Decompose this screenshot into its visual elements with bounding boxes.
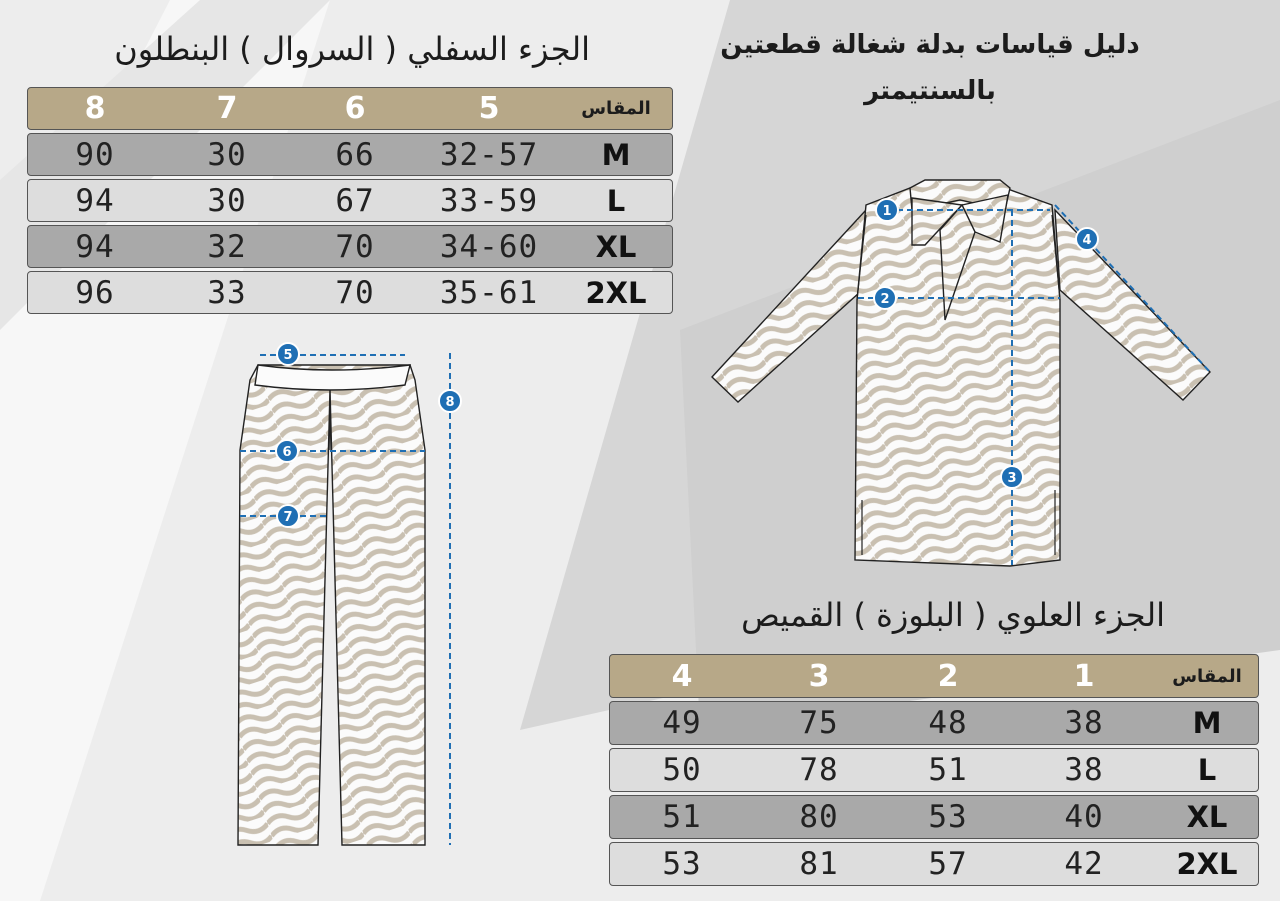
column-header: 4 xyxy=(671,658,693,694)
value-cell: 94 xyxy=(75,228,115,265)
value-cell: 80 xyxy=(799,799,839,835)
marker-5-label: 5 xyxy=(283,348,293,363)
value-cell: 51 xyxy=(928,752,968,788)
value-cell: 90 xyxy=(75,136,115,173)
value-cell: 30 xyxy=(207,136,247,173)
value-cell: 57 xyxy=(928,846,968,882)
marker-2 xyxy=(874,287,896,309)
value-cell: 32 xyxy=(207,228,247,265)
value-cell: 32-57 xyxy=(439,136,539,173)
size-cell: L xyxy=(1197,753,1217,787)
column-header: 8 xyxy=(84,91,106,126)
size-cell: 2XL xyxy=(585,275,647,310)
value-cell: 96 xyxy=(75,274,115,311)
size-label-header: المقاس xyxy=(581,98,651,119)
value-cell: 75 xyxy=(799,705,839,741)
size-cell: 2XL xyxy=(1176,847,1238,881)
column-header: 1 xyxy=(1073,658,1095,694)
value-cell: 70 xyxy=(335,274,375,311)
column-header: 7 xyxy=(216,91,238,126)
bottom-section-title: الجزء السفلي ( السروال ) البنطلون xyxy=(114,30,590,68)
marker-4-label: 4 xyxy=(1082,233,1092,248)
value-cell: 35-61 xyxy=(439,274,539,311)
value-cell: 70 xyxy=(335,228,375,265)
value-cell: 42 xyxy=(1064,846,1104,882)
marker-4 xyxy=(1076,228,1098,250)
value-cell: 66 xyxy=(335,136,375,173)
value-cell: 30 xyxy=(207,182,247,219)
value-cell: 49 xyxy=(662,705,702,741)
column-header: 3 xyxy=(808,658,830,694)
marker-3 xyxy=(1001,466,1023,488)
marker-3-label: 3 xyxy=(1007,471,1017,486)
value-cell: 53 xyxy=(928,799,968,835)
marker-2-label: 2 xyxy=(880,292,890,307)
size-label-header: المقاس xyxy=(1172,665,1242,687)
marker-8-label: 8 xyxy=(445,395,455,410)
marker-1 xyxy=(876,199,898,221)
value-cell: 34-60 xyxy=(439,228,539,265)
value-cell: 51 xyxy=(662,799,702,835)
guide-title-line1: دليل قياسات بدلة شغالة قطعتين xyxy=(720,30,1140,60)
column-header: 6 xyxy=(344,91,366,126)
guide-title-line2: بالسنتيمتر xyxy=(864,76,996,106)
size-cell: M xyxy=(1192,706,1222,740)
marker-5 xyxy=(277,343,299,365)
top-section-title: الجزء العلوي ( البلوزة ) القميص xyxy=(741,596,1165,634)
size-cell: M xyxy=(601,137,631,172)
value-cell: 38 xyxy=(1064,705,1104,741)
marker-1-label: 1 xyxy=(882,204,892,219)
size-cell: L xyxy=(606,183,626,218)
value-cell: 67 xyxy=(335,182,375,219)
value-cell: 33 xyxy=(207,274,247,311)
marker-6 xyxy=(276,440,298,462)
value-cell: 81 xyxy=(799,846,839,882)
value-cell: 33-59 xyxy=(439,182,539,219)
column-header: 5 xyxy=(478,91,500,126)
value-cell: 94 xyxy=(75,182,115,219)
value-cell: 53 xyxy=(662,846,702,882)
marker-7-label: 7 xyxy=(283,510,293,525)
marker-7 xyxy=(277,505,299,527)
size-cell: XL xyxy=(595,229,637,264)
value-cell: 38 xyxy=(1064,752,1104,788)
value-cell: 50 xyxy=(662,752,702,788)
shirt-illustration xyxy=(712,180,1210,566)
value-cell: 78 xyxy=(799,752,839,788)
pants-illustration xyxy=(238,365,425,845)
marker-6-label: 6 xyxy=(282,445,292,460)
column-header: 2 xyxy=(937,658,959,694)
value-cell: 48 xyxy=(928,705,968,741)
value-cell: 40 xyxy=(1064,799,1104,835)
size-cell: XL xyxy=(1186,800,1228,834)
marker-8 xyxy=(439,390,461,412)
